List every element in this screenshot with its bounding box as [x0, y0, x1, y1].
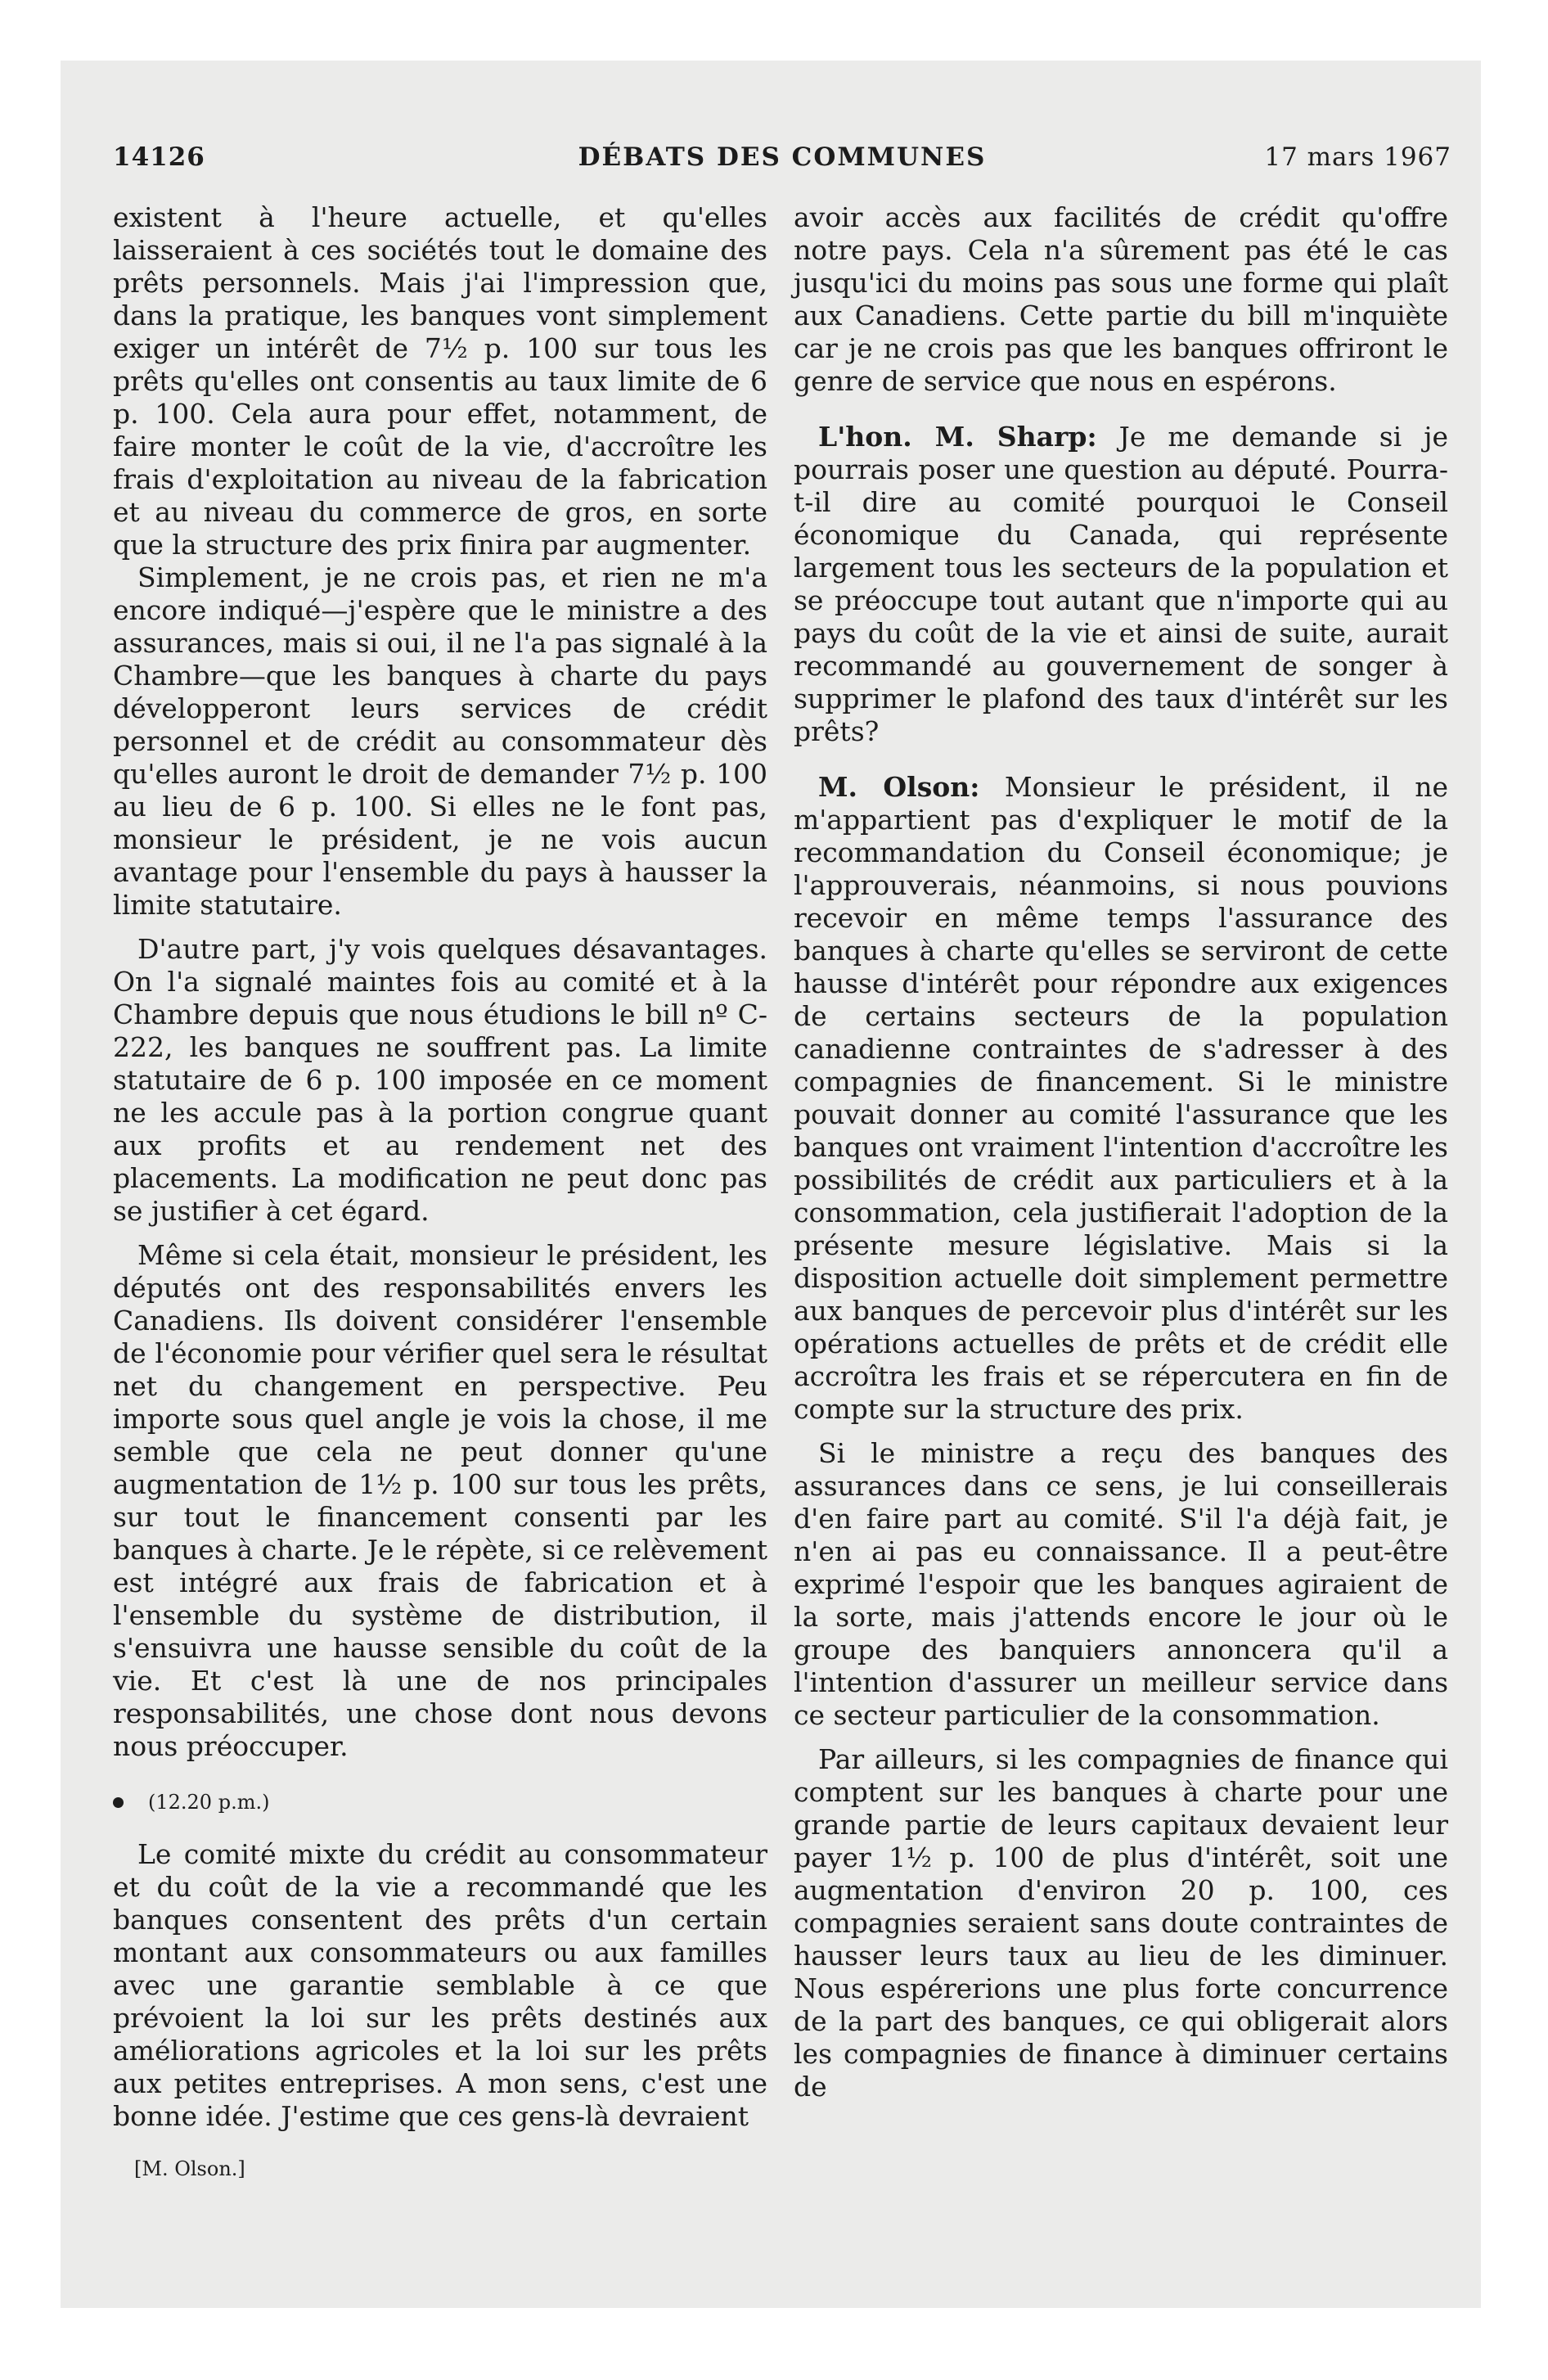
paragraph: Par ailleurs, si les compagnies de finance qui comptent sur les banques à charte pour une grande partie de leurs capitaux devaient leur payer 1½ p. 100 de plus d'intérêt, soit une augmentation d'environ 20 p. 100, ces compagnies seraient sans doute contraintes de hausser leurs taux au lieu de les diminuer. Nous espérerions une plus forte concurrence de la part des banques, ce qui obligerait alors les compagnies de finance à diminuer certains de	[794, 1743, 1448, 2103]
journal-title: DÉBATS DES COMMUNES	[578, 142, 987, 172]
left-column	[113, 201, 767, 2185]
page-header	[113, 141, 1451, 178]
speaker-text: Je me demande si je pourrais poser une question au député. Pourra-t-il dire au comité pourquoi le Conseil économique du Canada, qui représente largement tous les secteurs de la population et se préoccupe tout autant que n'importe qui au pays du coût de la vie et ainsi de suite, aurait recommandé au gouvernement de songer à supprimer le plafond des taux d'intérêt sur les prêts?	[794, 421, 1448, 747]
bullet-icon	[113, 1797, 124, 1808]
time-marker	[113, 1786, 767, 1819]
time-marker-text: (12.20 p.m.)	[148, 1791, 270, 1814]
speaker-paragraph	[794, 771, 1448, 1426]
paragraph: avoir accès aux facilités de crédit qu'offre notre pays. Cela n'a sûrement pas été le cas jusqu'ici du moins pas sous une forme qui plaît aux Canadiens. Cette partie du bill m'inquiète car je ne crois pas que les banques offriront le genre de service que nous en espérons.	[794, 201, 1448, 397]
paragraph: existent à l'heure actuelle, et qu'elles laisseraient à ces sociétés tout le domaine des prêts personnels. Mais j'ai l'impression que, dans la pratique, les banques vont simplement exiger un intérêt de 7½ p. 100 sur tous les prêts qu'elles ont consentis au taux limite de 6 p. 100. Cela aura pour effet, notamment, de faire monter le coût de la vie, d'accroître les frais d'exploitation au niveau de la fabrication et au niveau du commerce de gros, en sorte que la structure des prix finira par augmenter.	[113, 201, 767, 561]
speaker-text: Monsieur le président, il ne m'appartient pas d'expliquer le motif de la recommandation du Conseil économique; je l'approuverais, néanmoins, si nous pouvions recevoir en même temps l'assurance des banques à charte qu'elles se serviront de cette hausse d'intérêt pour répondre aux exigences de certains secteurs de la population canadienne contraintes de s'adresser à des compagnies de financement. Si le ministre pouvait donner au comité l'assurance que les banques ont vraiment l'intention d'accroître les possibilités de crédit aux particuliers et à la consommation, cela justifierait l'adoption de la présente mesure législative. Mais si la disposition actuelle doit simplement permettre aux banques de percevoir plus d'intérêt sur les opérations actuelles de prêts et de crédit elle accroîtra les frais et se répercutera en fin de compte sur la structure des prix.	[794, 771, 1448, 1425]
paragraph: D'autre part, j'y vois quelques désavantages. On l'a signalé maintes fois au comité et à la Chambre depuis que nous étudions le bill nº C-222, les banques ne souffrent pas. La limite statutaire de 6 p. 100 imposée en ce moment ne les accule pas à la portion congrue quant aux profits et au rendement net des placements. La modification ne peut donc pas se justifier à cet égard.	[113, 933, 767, 1227]
page-number: 14126	[113, 142, 205, 172]
paragraph: Si le ministre a reçu des banques des assurances dans ce sens, je lui conseillerais d'en faire part au comité. S'il l'a déjà fait, je n'en ai pas eu connaissance. Il a peut-être exprimé l'espoir que les banques agiraient de la sorte, mais j'attends encore le jour où le groupe des banquiers annoncera qu'il a l'intention d'assurer un meilleur service dans ce secteur particulier de la consommation.	[794, 1437, 1448, 1731]
speaker-attribution: [M. Olson.]	[134, 2157, 245, 2180]
paragraph: Simplement, je ne crois pas, et rien ne m'a encore indiqué—j'espère que le ministre a des assurances, mais si oui, il ne l'a pas signalé à la Chambre—que les banques à charte du pays développeront leurs services de crédit personnel et de crédit au consommateur dès qu'elles auront le droit de demander 7½ p. 100 au lieu de 6 p. 100. Si elles ne le font pas, monsieur le président, je ne vois aucun avantage pour l'ensemble du pays à hausser la limite statutaire.	[113, 561, 767, 921]
page-date: 17 mars 1967	[1264, 142, 1451, 172]
paragraph: Même si cela était, monsieur le président, les députés ont des responsabilités envers les Canadiens. Ils doivent considérer l'ensemble de l'économie pour vérifier quel sera le résultat net du changement en perspective. Peu importe sous quel angle je vois la chose, il me semble que cela ne peut donner qu'une augmentation de 1½ p. 100 sur tous les prêts, sur tout le financement consenti par les banques à charte. Je le répète, si ce relèvement est intégré aux frais de fabrication et à l'ensemble du système de distribution, il s'ensuivra une hausse sensible du coût de la vie. Et c'est là une de nos principales responsabilités, une chose dont nous devons nous préoccuper.	[113, 1239, 767, 1762]
speaker-paragraph	[794, 421, 1448, 748]
right-column	[794, 201, 1448, 2103]
speaker-name: M. Olson:	[818, 771, 980, 803]
paragraph: Le comité mixte du crédit au consommateur et du coût de la vie a recommandé que les banques consentent des prêts d'un certain montant aux consommateurs ou aux familles avec une garantie semblable à ce que prévoient la loi sur les prêts destinés aux améliorations agricoles et la loi sur les prêts aux petites entreprises. A mon sens, c'est une bonne idée. J'estime que ces gens-là devraient	[113, 1838, 767, 2132]
speaker-name: L'hon. M. Sharp:	[818, 421, 1097, 453]
